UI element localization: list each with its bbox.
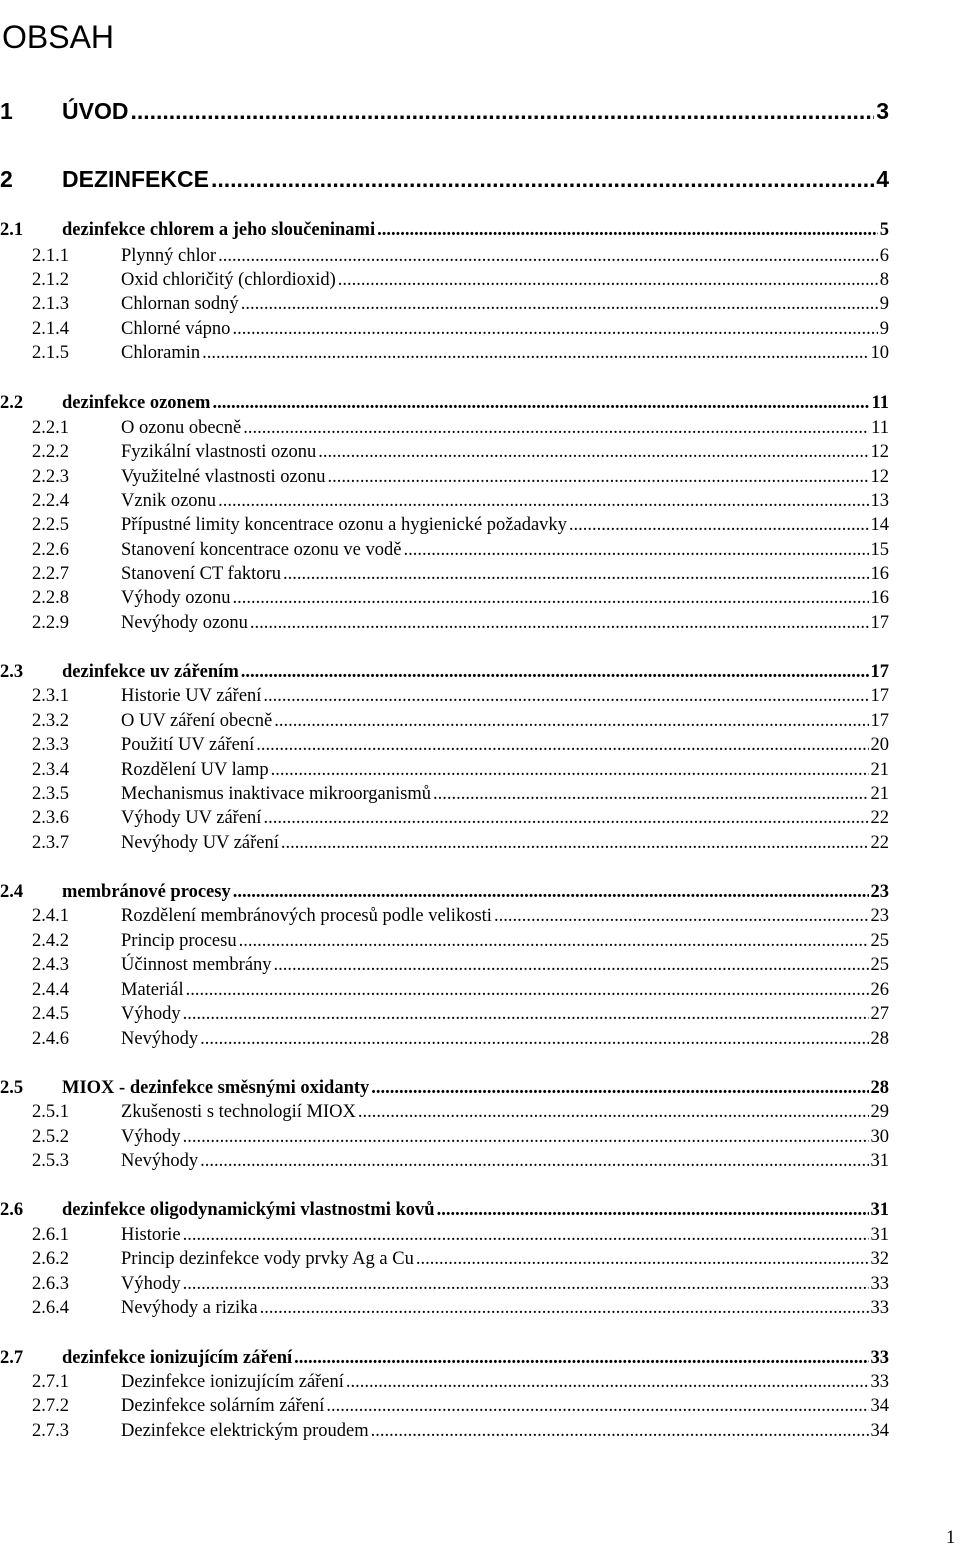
toc-number: 1: [0, 98, 13, 124]
toc-title: Přípustné limity koncentrace ozonu a hygienické požadavky: [121, 515, 567, 535]
toc-number: 2.6.1: [32, 1225, 69, 1245]
toc-number: 2.2.7: [32, 564, 69, 584]
toc-page-number: 27: [870, 1004, 889, 1024]
toc-number: 2.2.3: [32, 467, 69, 487]
toc-number: 2.3.2: [32, 711, 69, 731]
toc-entry[interactable]: [0, 611, 889, 635]
toc-entry[interactable]: [0, 978, 889, 1002]
toc-number: 2.7.3: [32, 1421, 69, 1441]
toc-entry[interactable]: [0, 244, 889, 268]
toc-number: 2.3.3: [32, 735, 69, 755]
toc-dot-leader: [437, 1198, 869, 1222]
toc-title: Plynný chlor: [121, 246, 217, 266]
toc-title: Zkušenosti s technologií MIOX: [121, 1102, 356, 1122]
toc-title: Materiál: [121, 980, 184, 1000]
toc-number: 2.4.1: [32, 906, 69, 926]
toc-dot-leader: [183, 1223, 869, 1247]
toc-number: 2.4.4: [32, 980, 69, 1000]
toc-page-number: 8: [879, 270, 889, 290]
toc-entry[interactable]: [0, 96, 889, 126]
toc-number: 2.2: [0, 393, 24, 413]
toc-title: Dezinfekce solárním záření: [121, 1396, 325, 1416]
toc-number: 2.4: [0, 882, 24, 902]
toc-dot-leader: [274, 953, 869, 977]
toc-number: 2.1: [0, 220, 24, 240]
toc-number: 2.6.3: [32, 1274, 69, 1294]
toc-dot-leader: [274, 709, 868, 733]
toc-dot-leader: [338, 268, 878, 292]
toc-page-number: 34: [870, 1396, 889, 1416]
toc-title: Výhody UV záření: [121, 808, 262, 828]
toc-dot-leader: [271, 758, 869, 782]
toc-page-number: 28: [870, 1029, 889, 1049]
toc-title: dezinfekce ozonem: [62, 393, 211, 413]
toc-number: 2.2.4: [32, 491, 69, 511]
toc-page-number: 17: [870, 686, 889, 706]
toc-page-number: 17: [870, 662, 889, 682]
toc-entry[interactable]: [0, 1027, 889, 1051]
toc-entry[interactable]: [0, 586, 889, 610]
toc-page-number: 9: [879, 319, 889, 339]
toc-title: Chlornan sodný: [121, 294, 239, 314]
toc-title: Chloramin: [121, 343, 201, 363]
toc-dot-leader: [202, 341, 868, 365]
toc-page-number: 11: [871, 393, 889, 413]
toc-title: Využitelné vlastnosti ozonu: [121, 467, 326, 487]
toc-page-number: 32: [870, 1249, 889, 1269]
toc-dot-leader: [212, 391, 869, 415]
toc-entry[interactable]: [0, 806, 889, 830]
toc-number: 2.4.3: [32, 955, 69, 975]
toc-title: Princip procesu: [121, 931, 237, 951]
toc-page-number: 17: [870, 711, 889, 731]
toc-title: dezinfekce oligodynamickými vlastnostmi kovů: [62, 1200, 435, 1220]
toc-title: Nevýhody ozonu: [121, 613, 248, 633]
toc-entry[interactable]: [0, 831, 889, 855]
toc-dot-leader: [281, 831, 869, 855]
toc-dot-leader: [416, 1247, 869, 1271]
toc-page-number: 33: [870, 1372, 889, 1392]
toc-dot-leader: [211, 164, 874, 194]
toc-dot-leader: [403, 538, 868, 562]
toc-entry[interactable]: [0, 880, 889, 904]
toc-number: 2.2.9: [32, 613, 69, 633]
toc-number: 2.3.7: [32, 833, 69, 853]
toc-title: Rozdělení UV lamp: [121, 760, 269, 780]
toc-number: 2.7.1: [32, 1372, 69, 1392]
toc-page-number: 25: [870, 931, 889, 951]
toc-entry[interactable]: [0, 440, 889, 464]
toc-entry[interactable]: [0, 1002, 889, 1026]
toc-entry[interactable]: [0, 1223, 889, 1247]
toc-dot-leader: [328, 465, 869, 489]
page-number: 1: [946, 1528, 956, 1548]
page-title: OBSAH: [2, 19, 115, 56]
toc-page-number: 31: [870, 1151, 889, 1171]
toc-entry[interactable]: [0, 1125, 889, 1149]
toc-title: Oxid chloričitý (chlordioxid): [121, 270, 336, 290]
toc-entry[interactable]: [0, 292, 889, 316]
toc-number: 2.3.6: [32, 808, 69, 828]
toc-number: 2.1.4: [32, 319, 69, 339]
toc-entry[interactable]: [0, 733, 889, 757]
toc-number: 2.4.5: [32, 1004, 69, 1024]
toc-page-number: 12: [870, 442, 889, 462]
toc-title: Použití UV záření: [121, 735, 255, 755]
toc-dot-leader: [130, 96, 874, 126]
toc-page-number: 34: [870, 1421, 889, 1441]
toc-number: 2.6: [0, 1200, 24, 1220]
toc-dot-leader: [239, 929, 869, 953]
toc-number: 2.2.1: [32, 418, 69, 438]
toc-number: 2.5.3: [32, 1151, 69, 1171]
toc-page-number: 22: [870, 808, 889, 828]
toc-number: 2.1.3: [32, 294, 69, 314]
toc-dot-leader: [232, 317, 877, 341]
toc-page-number: 13: [870, 491, 889, 511]
toc-number: 2.4.6: [32, 1029, 69, 1049]
toc-page-number: 12: [870, 467, 889, 487]
toc-dot-leader: [218, 244, 878, 268]
toc-page-number: 20: [870, 735, 889, 755]
toc-title: Rozdělení membránových procesů podle velikosti: [121, 906, 492, 926]
toc-title: dezinfekce uv zářením: [62, 662, 239, 682]
toc-title: Dezinfekce elektrickým proudem: [121, 1421, 369, 1441]
toc-page-number: 31: [870, 1225, 889, 1245]
toc-entry[interactable]: [0, 391, 889, 415]
toc-title: dezinfekce chlorem a jeho sloučeninami: [62, 220, 376, 240]
toc-entry[interactable]: [0, 513, 889, 537]
toc-title: Historie: [121, 1225, 181, 1245]
toc-title: Nevýhody: [121, 1151, 199, 1171]
toc-dot-leader: [183, 1272, 869, 1296]
toc-title: Chlorné vápno: [121, 319, 231, 339]
toc-dot-leader: [183, 1125, 869, 1149]
toc-entry[interactable]: [0, 1394, 889, 1418]
toc-dot-leader: [371, 1419, 869, 1443]
toc-title: dezinfekce ionizujícím záření: [62, 1348, 293, 1368]
toc-entry[interactable]: [0, 1370, 889, 1394]
toc-number: 2.3: [0, 662, 24, 682]
toc-dot-leader: [218, 489, 868, 513]
toc-number: 2.6.4: [32, 1298, 69, 1318]
toc-dot-leader: [263, 684, 868, 708]
toc-dot-leader: [346, 1370, 869, 1394]
toc-entry[interactable]: [0, 1100, 889, 1124]
toc-page-number: 28: [870, 1078, 889, 1098]
toc-page-number: 11: [871, 418, 889, 438]
toc-title: Nevýhody a rizika: [121, 1298, 258, 1318]
toc-number: 2.1.1: [32, 246, 69, 266]
toc-page-number: 4: [876, 166, 889, 192]
toc-title: Výhody: [121, 1127, 181, 1147]
toc-page-number: 25: [870, 955, 889, 975]
toc-title: Dezinfekce ionizujícím záření: [121, 1372, 344, 1392]
toc-page-number: 6: [879, 246, 889, 266]
toc-page-number: 22: [870, 833, 889, 853]
toc-page-number: 21: [870, 760, 889, 780]
toc-dot-leader: [260, 1296, 869, 1320]
toc-dot-leader: [256, 733, 868, 757]
toc-number: 2.5.1: [32, 1102, 69, 1122]
toc-page-number: 16: [870, 564, 889, 584]
toc-entry[interactable]: [0, 562, 889, 586]
toc-entry[interactable]: [0, 538, 889, 562]
toc-dot-leader: [326, 1394, 868, 1418]
toc-entry[interactable]: [0, 489, 889, 513]
toc-entry[interactable]: [0, 660, 889, 684]
toc-number: 2.4.2: [32, 931, 69, 951]
toc-number: 2.2.8: [32, 588, 69, 608]
toc-dot-leader: [243, 416, 869, 440]
toc-entry[interactable]: [0, 1247, 889, 1271]
toc-number: 2.3.5: [32, 784, 69, 804]
toc-dot-leader: [233, 880, 869, 904]
toc-entry[interactable]: [0, 317, 889, 341]
toc-title: Výhody ozonu: [121, 588, 231, 608]
toc-entry[interactable]: [0, 953, 889, 977]
toc-dot-leader: [232, 586, 868, 610]
toc-entry[interactable]: [0, 1419, 889, 1443]
toc-title: Nevýhody: [121, 1029, 199, 1049]
toc-number: 2.2.5: [32, 515, 69, 535]
toc-title: Mechanismus inaktivace mikroorganismů: [121, 784, 431, 804]
toc-dot-leader: [377, 218, 878, 242]
toc-title: Princip dezinfekce vody prvky Ag a Cu: [121, 1249, 414, 1269]
toc-title: Výhody: [121, 1274, 181, 1294]
toc-entry[interactable]: [0, 465, 889, 489]
toc-page-number: 33: [870, 1274, 889, 1294]
toc-page-number: 10: [870, 343, 889, 363]
toc-title: Nevýhody UV záření: [121, 833, 279, 853]
toc-dot-leader: [569, 513, 869, 537]
toc-page-number: 14: [870, 515, 889, 535]
toc-number: 2.5.2: [32, 1127, 69, 1147]
toc-dot-leader: [250, 611, 869, 635]
toc-page-number: 23: [870, 906, 889, 926]
toc-title: Účinnost membrány: [121, 955, 272, 975]
toc-entry[interactable]: [0, 218, 889, 242]
toc-number: 2.5: [0, 1078, 24, 1098]
toc-title: MIOX - dezinfekce směsnými oxidanty: [62, 1078, 370, 1098]
toc-dot-leader: [263, 806, 868, 830]
toc-number: 2: [0, 166, 13, 192]
toc-dot-leader: [371, 1076, 868, 1100]
toc-number: 2.3.1: [32, 686, 69, 706]
toc-entry[interactable]: [0, 1198, 889, 1222]
toc-entry[interactable]: [0, 709, 889, 733]
toc-page-number: 33: [870, 1298, 889, 1318]
toc-page-number: 9: [879, 294, 889, 314]
toc-entry[interactable]: [0, 1149, 889, 1173]
toc-page-number: 29: [870, 1102, 889, 1122]
toc-dot-leader: [241, 292, 878, 316]
toc-number: 2.7.2: [32, 1396, 69, 1416]
toc-title: Výhody: [121, 1004, 181, 1024]
toc-title: Historie UV záření: [121, 686, 262, 706]
toc-page-number: 30: [870, 1127, 889, 1147]
toc-entry[interactable]: [0, 904, 889, 928]
toc-title: Fyzikální vlastnosti ozonu: [121, 442, 317, 462]
toc-entry[interactable]: [0, 782, 889, 806]
toc-dot-leader: [186, 978, 869, 1002]
toc-dot-leader: [200, 1149, 868, 1173]
toc-number: 2.2.2: [32, 442, 69, 462]
toc-entry[interactable]: [0, 1076, 889, 1100]
toc-entry[interactable]: [0, 684, 889, 708]
toc-title: O ozonu obecně: [121, 418, 242, 438]
toc-dot-leader: [433, 782, 869, 806]
toc-number: 2.1.2: [32, 270, 69, 290]
toc-number: 2.6.2: [32, 1249, 69, 1269]
toc-title: Stanovení koncentrace ozonu ve vodě: [121, 540, 402, 560]
toc-dot-leader: [283, 562, 869, 586]
toc-dot-leader: [183, 1002, 869, 1026]
toc-dot-leader: [294, 1346, 868, 1370]
toc-entry[interactable]: [0, 1272, 889, 1296]
toc-dot-leader: [200, 1027, 868, 1051]
toc-entry[interactable]: [0, 929, 889, 953]
toc-dot-leader: [494, 904, 869, 928]
toc-entry[interactable]: [0, 1346, 889, 1370]
toc-page-number: 17: [870, 613, 889, 633]
toc-title: ÚVOD: [62, 98, 129, 124]
toc-title: O UV záření obecně: [121, 711, 273, 731]
toc-page-number: 31: [870, 1200, 889, 1220]
toc-page-number: 16: [870, 588, 889, 608]
toc-title: DEZINFEKCE: [62, 166, 209, 192]
toc-title: Stanovení CT faktoru: [121, 564, 281, 584]
toc-entry[interactable]: [0, 416, 889, 440]
toc-dot-leader: [318, 440, 868, 464]
toc-page-number: 33: [870, 1348, 889, 1368]
toc-title: membránové procesy: [62, 882, 231, 902]
toc-title: Vznik ozonu: [121, 491, 217, 511]
toc-page-number: 21: [870, 784, 889, 804]
toc-dot-leader: [241, 660, 869, 684]
toc-entry[interactable]: [0, 164, 889, 194]
toc-entry[interactable]: [0, 268, 889, 292]
toc-number: 2.7: [0, 1348, 24, 1368]
toc-entry[interactable]: [0, 341, 889, 365]
toc-page-number: 26: [870, 980, 889, 1000]
toc-page-number: 23: [870, 882, 889, 902]
toc-number: 2.1.5: [32, 343, 69, 363]
toc-entry[interactable]: [0, 758, 889, 782]
toc-entry[interactable]: [0, 1296, 889, 1320]
toc-number: 2.2.6: [32, 540, 69, 560]
toc-dot-leader: [358, 1100, 869, 1124]
toc-page-number: 5: [879, 220, 889, 240]
toc-page-number: 3: [876, 98, 889, 124]
toc-number: 2.3.4: [32, 760, 69, 780]
toc-page-number: 15: [870, 540, 889, 560]
